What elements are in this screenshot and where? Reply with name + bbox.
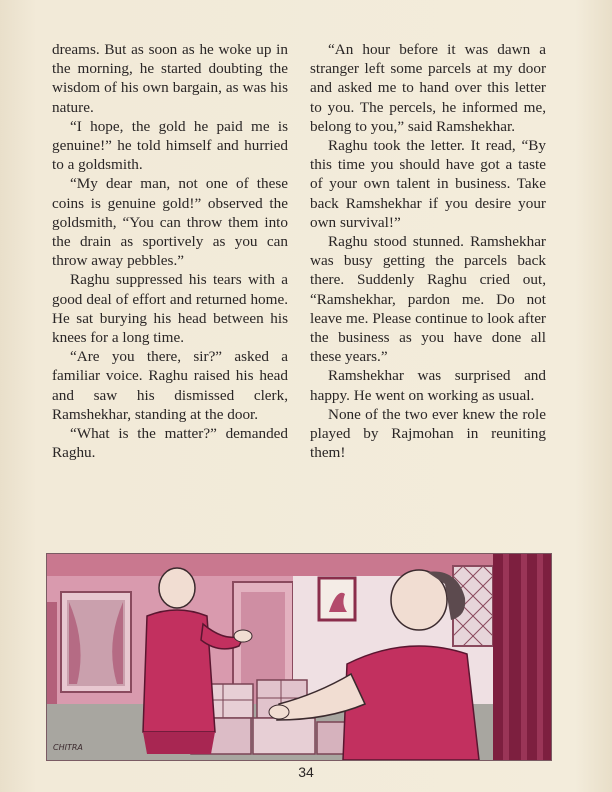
paragraph: Raghu stood stunned. Ramshekhar was busy getting the parcels back there. Suddenly Raghu cried out, “Ramshekhar, pardon me. Do not leave me. Please continue to look after the business as you have done all these years.” [310,233,546,366]
paragraph: “My dear man, not one of these coins is genuine gold!” observed the goldsmith, “You can throw them into the drain as sportively as you can throw away pebbles.” [52,175,288,270]
left-text-column [52,40,288,462]
paragraph: “I hope, the gold he paid me is genuine!” he told himself and hurried to a goldsmith. [52,117,288,174]
paragraph: “An hour before it was dawn a stranger left some parcels at my door and asked me to hand over this letter to you. The percels, he informed me, belong to you,” said Ramshekhar. [310,41,546,135]
paragraph: “Are you there, sir?” asked a familiar voice. Raghu raised his head and saw his dismissed clerk, Ramshekhar, standing at the door. [52,348,288,423]
paragraph: None of the two ever knew the role played by Rajmohan in reuniting them! [310,405,546,462]
paragraph: dreams. But as soon as he woke up in the morning, he started doubting the wisdom of his own bargain, as was his nature. [52,41,288,116]
right-text-column [310,40,546,462]
story-illustration [46,553,552,761]
paragraph: Ramshekhar was surprised and happy. He went on working as usual. [310,367,546,404]
paragraph: Raghu took the letter. It read, “By this time you should have got a taste of your own talent in business. Take back Ramshekhar if you desire your own survival!” [310,137,546,231]
paragraph: “What is the matter?” demanded Raghu. [52,425,288,462]
paragraph: Raghu suppressed his tears with a good deal of effort and returned home. He sat burying his head between his knees for a long time. [52,271,288,347]
page-number: 34 [298,764,314,780]
artist-signature: CHITRA [53,743,83,752]
illustration-drawing [47,554,551,760]
